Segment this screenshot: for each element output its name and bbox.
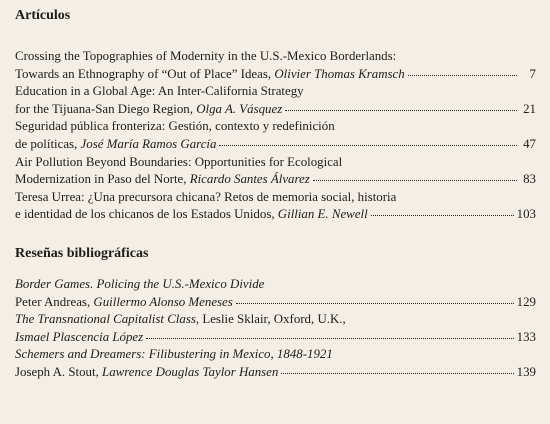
articles-list [15, 48, 536, 224]
leader-dots [285, 109, 517, 111]
review-entry [15, 346, 536, 381]
article-title-line: Seguridad pública fronteriza: Gestión, contexto y redefinición [15, 119, 335, 134]
article-title-line: Crossing the Topographies of Modernity in the U.S.-Mexico Borderlands: [15, 49, 397, 63]
page-number: 21 [523, 101, 536, 116]
article-title-line: Education in a Global Age: An Inter-California Strategy [15, 84, 304, 99]
article-entry [15, 48, 536, 83]
article-title-line: Air Pollution Beyond Boundaries: Opportunities for Ecological [15, 154, 343, 169]
article-entry [15, 118, 536, 153]
article-entry [15, 154, 536, 189]
reviews-list [15, 276, 536, 382]
review-entry [15, 311, 536, 346]
leader-dots [146, 337, 513, 339]
articles-heading: Artículos [15, 8, 71, 23]
book-title: Schemers and Dreamers: Filibustering in Mexico, 1848-1921 [15, 347, 333, 362]
page-number: 83 [523, 172, 536, 187]
leader-dots [219, 144, 517, 146]
leader-dots [408, 74, 517, 76]
review-author: Lawrence Douglas Taylor Hansen [102, 364, 279, 379]
leader-dots [236, 302, 514, 304]
article-entry [15, 189, 536, 224]
leader-dots [313, 179, 517, 181]
leader-dots [281, 372, 513, 374]
page-number: 103 [516, 207, 536, 222]
book-title: Border Games. Policing the U.S.-Mexico Divide [15, 276, 265, 291]
reviews-heading: Reseñas bibliográficas [15, 245, 149, 261]
article-title-tail: Towards an Ethnography of “Out of Place” Ideas, [15, 66, 272, 81]
article-author: Ricardo Santes Álvarez [189, 172, 310, 187]
leader-dots [371, 214, 514, 216]
article-author: José María Ramos García [80, 136, 217, 151]
page-number: 133 [516, 329, 536, 344]
article-title-tail: de políticas, [15, 136, 78, 151]
page-number: 47 [523, 136, 536, 151]
book-title: The Transnational Capitalist Class, [15, 312, 200, 327]
article-author: Gillian E. Newell [277, 207, 368, 222]
article-title-tail: Modernization in Paso del Norte, [15, 172, 187, 187]
review-author: Guillermo Alonso Meneses [93, 294, 233, 309]
book-author: Peter Andreas, [15, 294, 91, 309]
article-title-line: Teresa Urrea: ¿Una precursora chicana? Retos de memoria social, historia [15, 189, 397, 204]
article-title-tail: for the Tijuana-San Diego Region, [15, 101, 193, 116]
page-number: 7 [529, 66, 536, 81]
article-author: Olivier Thomas Kramsch [274, 66, 405, 81]
article-title-tail: e identidad de los chicanos de los Estados Unidos, [15, 207, 275, 222]
page-number: 139 [516, 364, 536, 379]
review-author: Ismael Plascencia López [15, 329, 144, 344]
book-author: Joseph A. Stout, [15, 364, 99, 379]
book-details: Leslie Sklair, Oxford, U.K., [199, 312, 346, 327]
article-entry [15, 83, 536, 118]
review-entry [15, 276, 536, 311]
page-number: 129 [516, 294, 536, 309]
article-author: Olga A. Vásquez [196, 101, 283, 116]
